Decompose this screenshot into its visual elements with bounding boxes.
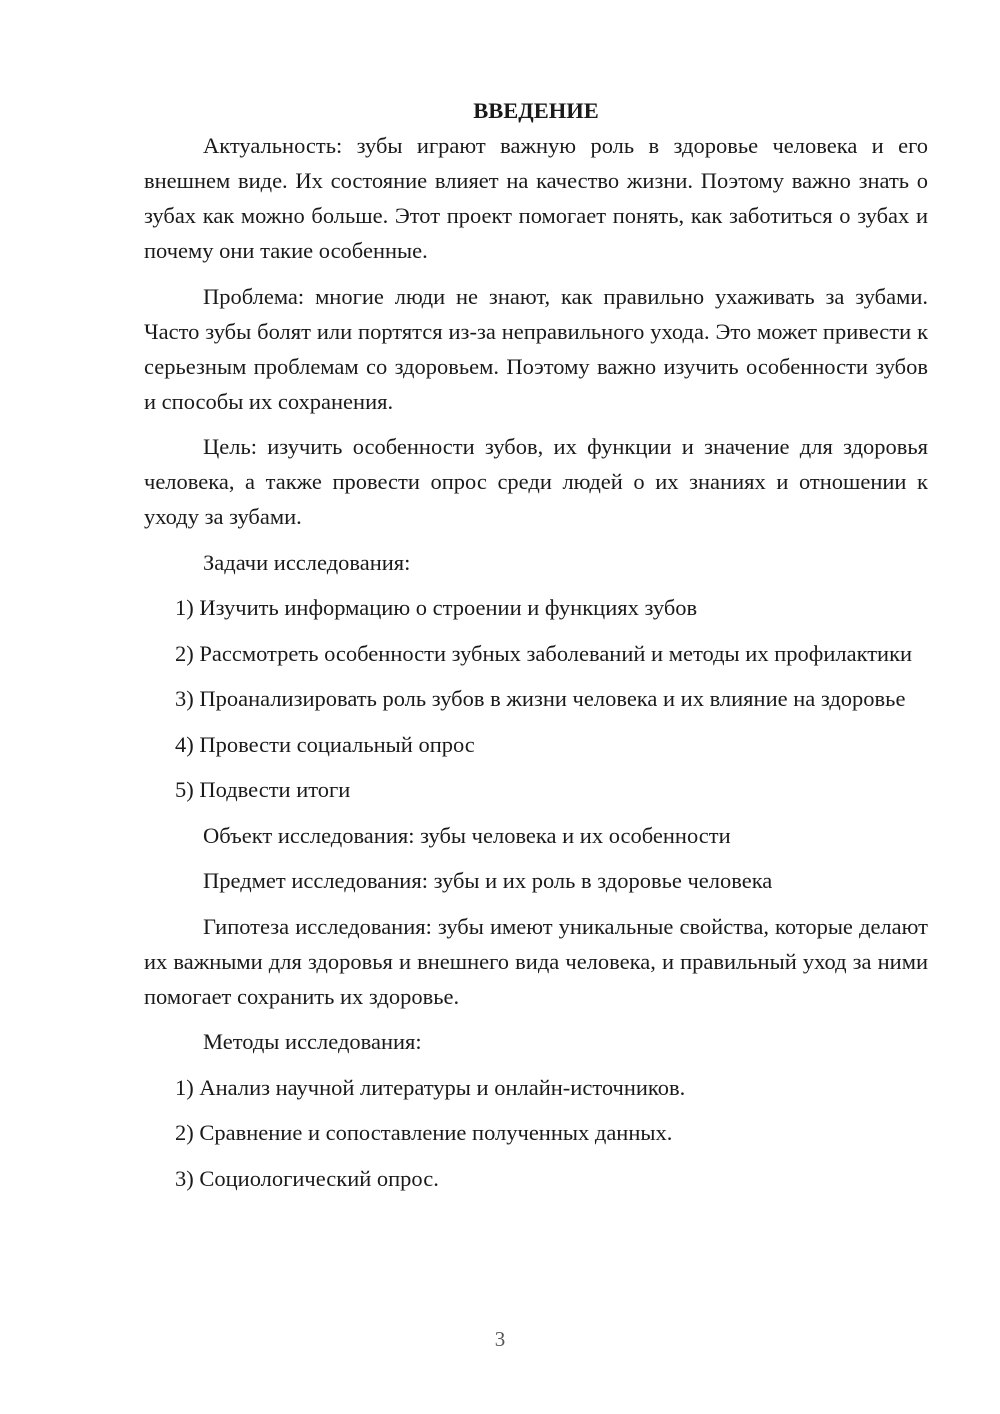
object-paragraph: Объект исследования: зубы человека и их особенности [203,822,731,848]
task-item-5: 5) Подвести итоги [175,777,351,802]
subject-paragraph: Предмет исследования: зубы и их роль в здоровье человека [203,868,773,893]
task-item-4: 4) Провести социальный опрос [175,731,475,757]
method-item-2: 2) Сравнение и сопоставление полученных данных. [175,1120,673,1145]
goal-paragraph: Цель: изучить особенности зубов, их функции и значение для здоровья человека, а также провести опрос среди людей о их знаниях и отношении к уходу за зубами. [144,434,928,529]
task-item-3: 3) Проанализировать роль зубов в жизни человека и их влияние на здоровье [175,686,906,711]
page-content [144,93,928,1196]
problem-paragraph: Проблема: многие люди не знают, как правильно ухаживать за зубами. Часто зубы болят или портятся из-за неправильного ухода. Это может привести к серьезным проблемам со здоровьем. Поэтому важно изучить особенности зубов и способы их сохранения. [144,283,928,414]
tasks-title: Задачи исследования: [203,549,411,575]
section-heading: ВВЕДЕНИЕ [473,98,599,123]
method-item-3: 3) Социологический опрос. [175,1165,439,1191]
hypothesis-paragraph: Гипотеза исследования: зубы имеют уникальные свойства, которые делают их важными для здоровья и внешнего вида человека, и правильный уход за ними помогает сохранить их здоровье. [144,913,928,1009]
relevance-paragraph: Актуальность: зубы играют важную роль в здоровье человека и его внешнем виде. Их состояние влияет на качество жизни. Поэтому важно знать о зубах как можно больше. Этот проект помогает понять, как заботиться о зубах и почему они такие особенные. [144,133,928,263]
methods-title: Методы исследования: [203,1029,422,1054]
method-item-1: 1) Анализ научной литературы и онлайн-источников. [175,1074,686,1100]
page-number: 3 [494,1327,506,1351]
task-item-2: 2) Рассмотреть особенности зубных заболеваний и методы их профилактики [175,640,913,666]
task-item-1: 1) Изучить информацию о строении и функциях зубов [175,595,698,620]
